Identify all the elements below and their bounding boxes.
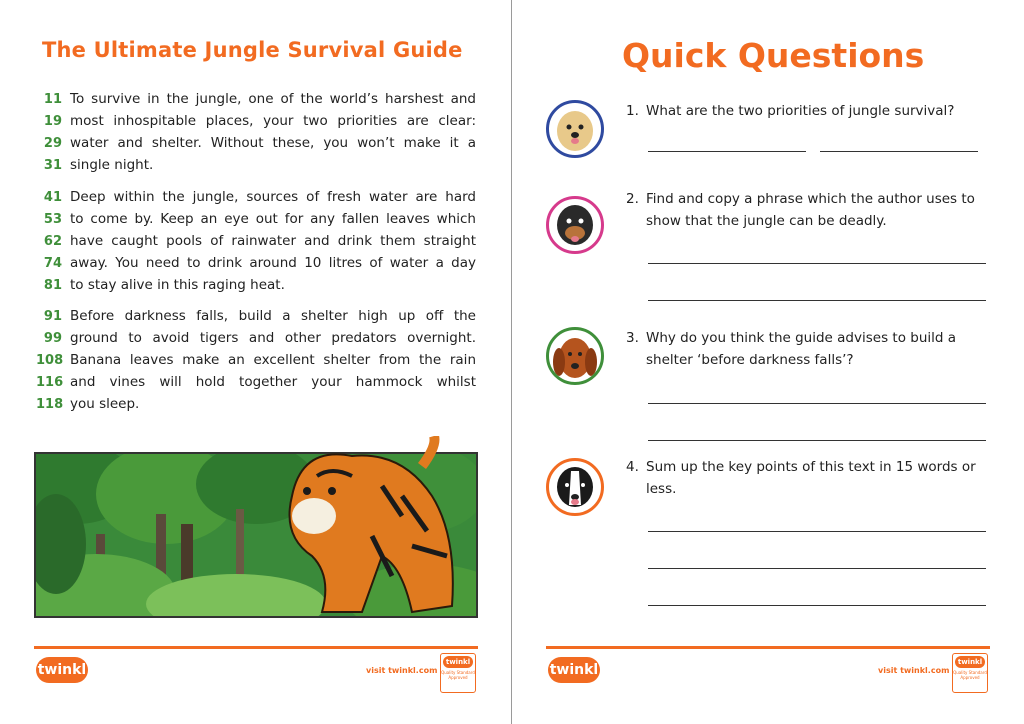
line-text: Deep within the jungle, sources of fresh water are hard: [70, 189, 476, 205]
question-number: 1.: [626, 103, 639, 119]
answer-line-2a[interactable]: [648, 263, 986, 264]
question-number: 3.: [626, 330, 639, 346]
line-number: 53: [43, 211, 62, 227]
tiger-illustration: [262, 436, 462, 618]
question-4: [626, 456, 986, 500]
answer-line-4b[interactable]: [648, 568, 986, 569]
left-badge-logo: twinkl: [443, 656, 473, 668]
question-number: 2.: [626, 191, 639, 207]
left-quality-badge: [440, 653, 476, 693]
line-number: 29: [43, 135, 62, 151]
golden-retriever-icon: [546, 100, 604, 158]
text-line: [36, 154, 476, 176]
line-number: 62: [43, 233, 62, 249]
question-text: Why do you think the guide advises to build a shelter ‘before darkness falls’?: [646, 330, 957, 368]
line-text: To survive in the jungle, one of the world’s harshest and: [70, 91, 476, 107]
line-text: to stay alive in this raging heat.: [70, 277, 285, 293]
text-line: [36, 252, 476, 274]
question-text: What are the two priorities of jungle survival?: [646, 103, 955, 119]
left-twinkl-logo[interactable]: twinkl: [36, 657, 88, 683]
line-text: Banana leaves make an excellent shelter from the rain: [70, 352, 476, 368]
left-badge-text: Quality Standard Approved: [441, 670, 475, 680]
text-line: [36, 110, 476, 132]
answer-line-1b[interactable]: [820, 151, 978, 152]
paragraph-3: [36, 305, 476, 415]
right-badge-logo: twinkl: [955, 656, 985, 668]
text-line: [36, 349, 476, 371]
border-collie-icon: [546, 458, 604, 516]
line-number: 108: [36, 352, 64, 368]
right-quality-badge: [952, 653, 988, 693]
line-text: and vines will hold together your hammock whilst: [70, 374, 476, 390]
right-footer-line: [546, 646, 990, 649]
question-1: [626, 100, 986, 122]
text-line: [36, 393, 476, 415]
answer-line-3a[interactable]: [648, 403, 986, 404]
text-line: [36, 230, 476, 252]
line-text: single night.: [70, 157, 154, 173]
line-number: 19: [43, 113, 62, 129]
question-3: [626, 327, 986, 371]
line-number: 81: [43, 277, 62, 293]
question-text: Sum up the key points of this text in 15 words or less.: [646, 459, 976, 497]
text-line: [36, 132, 476, 154]
line-number: 41: [43, 189, 62, 205]
line-number: 74: [43, 255, 62, 271]
line-number: 116: [36, 374, 64, 390]
line-number: 11: [43, 91, 62, 107]
paragraph-2: [36, 186, 476, 296]
text-line: [36, 371, 476, 393]
question-text: Find and copy a phrase which the author uses to show that the jungle can be deadly.: [646, 191, 975, 229]
text-line: [36, 88, 476, 110]
line-text: ground to avoid tigers and other predators overnight.: [70, 330, 476, 346]
left-visit-link[interactable]: visit twinkl.com: [366, 666, 438, 675]
text-line: [36, 208, 476, 230]
question-number: 4.: [626, 459, 639, 475]
right-badge-text: Quality Standard Approved: [953, 670, 987, 680]
answer-line-2b[interactable]: [648, 300, 986, 301]
rottweiler-icon: [546, 196, 604, 254]
right-visit-link[interactable]: visit twinkl.com: [878, 666, 950, 675]
bloodhound-icon: [546, 327, 604, 385]
line-text: you sleep.: [70, 396, 140, 412]
line-number: 99: [43, 330, 62, 346]
right-title: Quick Questions: [622, 36, 925, 75]
line-text: to come by. Keep an eye out for any fallen leaves which: [70, 211, 476, 227]
line-text: water and shelter. Without these, you won’t make it a: [70, 135, 476, 151]
text-line: [36, 274, 476, 296]
text-line: [36, 305, 476, 327]
line-number: 118: [36, 396, 64, 412]
left-title: The Ultimate Jungle Survival Guide: [42, 38, 463, 62]
line-text: have caught pools of rainwater and drink them straight: [70, 233, 476, 249]
answer-line-1a[interactable]: [648, 151, 806, 152]
left-footer-line: [34, 646, 478, 649]
answer-line-4a[interactable]: [648, 531, 986, 532]
right-twinkl-logo[interactable]: twinkl: [548, 657, 600, 683]
line-number: 31: [43, 157, 62, 173]
line-number: 91: [43, 308, 62, 324]
question-2: [626, 188, 986, 232]
answer-line-3b[interactable]: [648, 440, 986, 441]
line-text: away. You need to drink around 10 litres of water a day: [70, 255, 476, 271]
text-line: [36, 327, 476, 349]
page-divider: [511, 0, 512, 724]
text-line: [36, 186, 476, 208]
answer-line-4c[interactable]: [648, 605, 986, 606]
line-text: Before darkness falls, build a shelter high up off the: [70, 308, 476, 324]
line-text: most inhospitable places, your two priorities are clear:: [70, 113, 476, 129]
paragraph-1: [36, 88, 476, 176]
